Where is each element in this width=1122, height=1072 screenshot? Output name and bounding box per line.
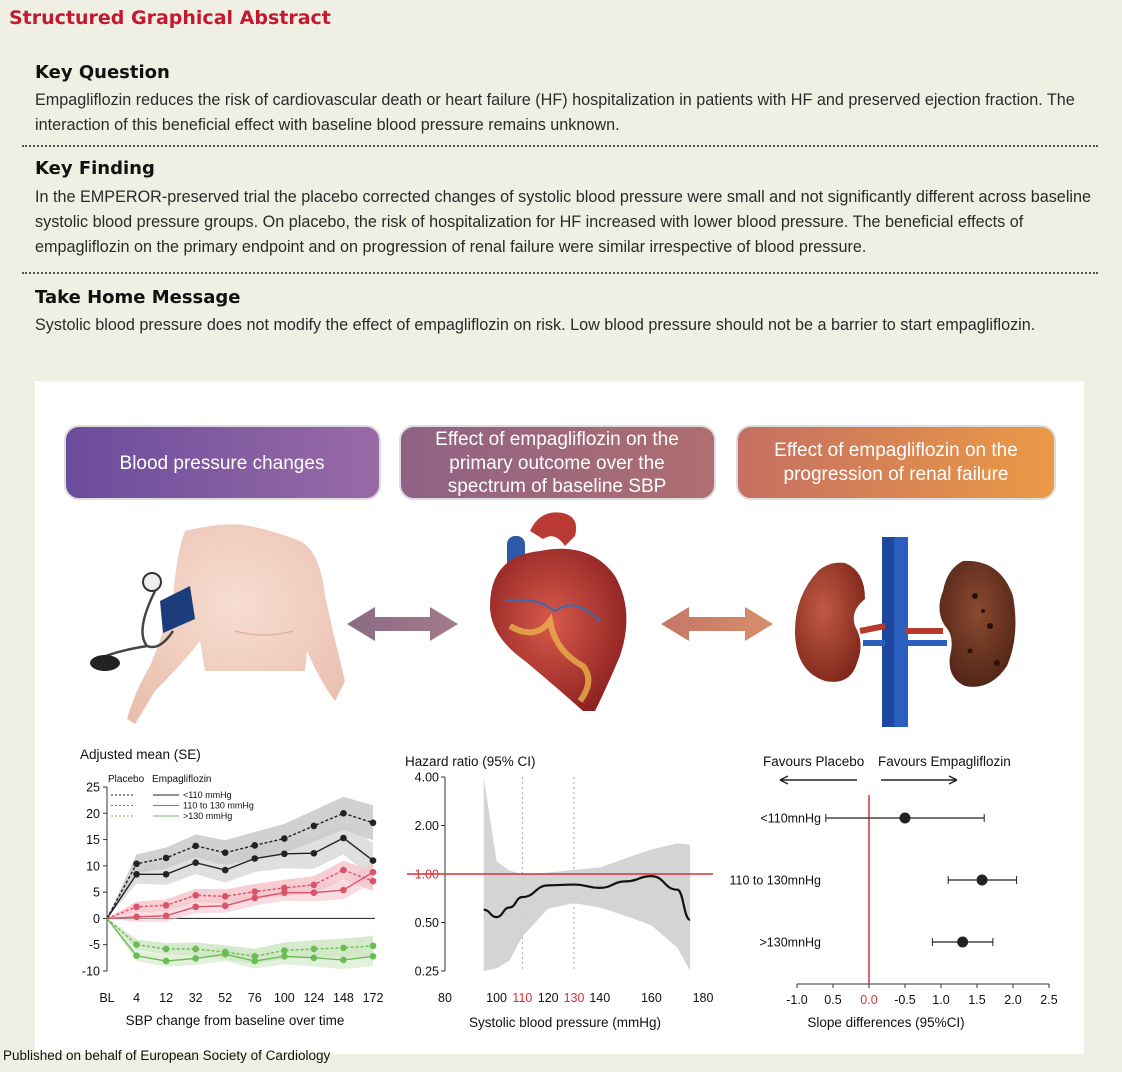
chart-slope-differences [730,754,1058,1030]
chart1-point [163,913,170,920]
chart3-xtick-label: 1.5 [968,993,986,1007]
chart1-point [281,953,288,960]
chart1-ytick-label: 5 [93,885,100,900]
chart1-point [281,947,288,954]
page-title: Structured Graphical Abstract [9,7,331,29]
chart1-point [340,810,347,817]
chart1-ytick-label: -5 [88,938,100,953]
chart1-point [192,946,199,953]
chart2-xtick-label: 100 [486,991,508,1005]
box-primary-outcome-line-3: spectrum of baseline SBP [447,476,667,497]
chart3-category-label: >130mnHg [759,935,821,950]
chart1-xtick-label: 100 [273,991,295,1005]
chart3-point [900,813,911,824]
divider [22,272,1098,274]
key-finding-heading: Key Finding [35,158,155,179]
chart1-point [192,843,199,850]
box-renal-failure-line-2: progression of renal failure [783,464,1009,485]
chart1-point [133,914,140,921]
chart3-favours-empagliflozin: Favours Empagliflozin [878,754,1011,769]
chart1-point [251,958,258,965]
chart1-point [251,855,258,862]
chart1-point [311,823,318,830]
chart1-point [192,859,199,866]
chart1-ytick-label: 25 [86,780,100,795]
chart1-legend-label: 110 to 130 mmHg [183,800,254,811]
chart1-legend-label: >130 mmHg [183,811,233,821]
chart1-point [370,857,377,864]
chart1-point [222,893,229,900]
chart1-legend-label: <110 mmHg [183,790,232,800]
chart1-point [370,869,377,876]
chart3-point [977,875,988,886]
chart1-point [340,957,347,964]
chart3-category-label: <110mnHg [760,811,821,826]
chart2-xtick-label: 110 [512,991,533,1005]
chart1-point [133,952,140,959]
chart1-xtick-label: 4 [133,991,141,1005]
chart1-xtick-label: 12 [159,991,174,1005]
kidneys-illustration [795,537,1015,727]
chart1-point [281,889,288,896]
chart1-xlabel: SBP change from baseline over time [125,1013,345,1028]
chart1-xtick-label: 52 [218,991,233,1005]
chart1-point [370,878,377,885]
chart3-xtick-label: 2.5 [1040,993,1058,1007]
chart1-legend-empagliflozin: Empagliflozin [152,774,212,785]
chart1-point [163,958,170,965]
chart3-xlabel: Slope differences (95%CI) [807,1015,965,1030]
chart3-xtick-label: 0.5 [824,993,842,1007]
chart3-category-label: 110 to 130mnHg [729,873,821,888]
chart1-point [222,903,229,910]
box-primary-outcome-line-2: primary outcome over the [449,453,665,474]
chart3-xtick-label: 0.0 [860,993,878,1007]
chart-hazard-ratio [405,754,713,1030]
chart1-point [281,850,288,857]
chart1-ytick-label: 10 [86,859,100,874]
chart1-point [163,871,170,878]
chart1-xtick-label: 124 [303,991,325,1005]
chart1-point [222,951,229,958]
box-renal-failure-line-1: Effect of empagliflozin on the [774,440,1018,461]
chart1-point [251,895,258,902]
chart3-xtick-label: 1.0 [932,993,950,1007]
chart1-ytick-label: 15 [86,833,100,848]
chart2-xtick-label: 120 [537,991,559,1005]
chart1-point [370,953,377,960]
chart1-point [370,819,377,826]
chart1-xtick-label: 32 [188,991,203,1005]
chart2-ytick-label: 2.00 [414,819,439,833]
chart1-point [311,946,318,953]
chart1-point [163,855,170,862]
chart2-ytick-label: 0.25 [414,964,439,979]
graphical-abstract-panel [35,381,1084,1054]
take-home-heading: Take Home Message [35,287,241,308]
divider [22,145,1098,147]
chart2-xlabel: Systolic blood pressure (mmHg) [468,1015,662,1030]
chart2-xtick-label: 80 [438,991,452,1005]
chart1-xtick-label: BL [99,991,115,1005]
chart3-xtick-label: 2.0 [1004,993,1022,1007]
figure-canvas [35,381,1084,1054]
chart1-point [163,946,170,953]
chart1-title: Adjusted mean (SE) [80,747,201,762]
key-finding-text: In the EMPEROR-preserved trial the placebo corrected changes of systolic blood pressure were small and not significantly different across baseline systolic blood pressure groups. On placebo, the risk of hospitalization for HF increased with lower blood pressure. The beneficial effects of empagliflozin on the primary endpoint and on progression of renal failure were similar irrespective of blood pressure. [35,188,1092,256]
chart1-point [311,881,318,888]
chart2-xtick-label: 180 [692,991,714,1005]
chart1-point [222,849,229,856]
chart1-ytick-label: 20 [86,806,100,821]
chart1-point [311,955,318,962]
chart2-xtick-label: 160 [640,991,662,1005]
chart1-point [311,889,318,896]
box-primary-outcome [400,426,715,499]
chart2-ytick-label: 0.50 [414,916,439,930]
chart2-ytick-label: 1.00 [414,867,439,882]
chart1-point [251,842,258,849]
chart1-point [222,867,229,874]
chart1-point [192,955,199,962]
chart1-ytick-label: -10 [81,964,100,979]
chart1-point [133,871,140,878]
chart1-point [281,835,288,842]
chart1-point [340,835,347,842]
chart1-ytick-label: 0 [93,911,100,926]
chart1-legend-placebo: Placebo [108,774,145,785]
chart1-xtick-label: 172 [362,991,384,1005]
chart-bp-change [80,747,383,1028]
chart2-ytick-label: 4.00 [414,770,439,785]
take-home-text: Systolic blood pressure does not modify the effect of empagliflozin on risk. Low blood pressure should not be a barrier to start empagliflozin. [35,316,1036,334]
box-blood-pressure-line-1: Blood pressure changes [119,453,325,474]
chart1-point [163,902,170,909]
chart3-favours-placebo: Favours Placebo [763,754,865,769]
box-blood-pressure [65,426,380,499]
chart1-xtick-label: 148 [333,991,354,1005]
footer-text: Published on behalf of European Society of Cardiology [3,1048,331,1063]
chart1-xtick-label: 76 [247,991,262,1005]
chart1-point [370,942,377,949]
key-question-text: Empagliflozin reduces the risk of cardiovascular death or heart failure (HF) hospitalization in patients with HF and preserved ejection fraction. The interaction of this beneficial effect with baseline blood pressure remains unknown. [35,91,1075,134]
heart-illustration [490,512,626,711]
chart1-point [340,887,347,894]
chart1-point [192,904,199,911]
arrow-right-icon [881,776,957,784]
chart1-point [133,941,140,948]
chart2-xtick-label: 140 [589,991,611,1005]
chart1-point [133,860,140,867]
arrow-left-icon [780,776,857,784]
chart1-point [192,892,199,899]
chart1-point [311,850,318,857]
chart2-xtick-label: 130 [563,991,585,1005]
chart1-point [251,888,258,895]
key-question-heading: Key Question [35,62,170,83]
chart3-point [957,937,968,948]
chart2-title: Hazard ratio (95% CI) [405,754,536,769]
chart1-point [340,945,347,952]
double-arrow-left-icon [347,607,458,641]
torso-bp-cuff-illustration [90,524,345,724]
chart3-xtick-label: -0.5 [894,993,916,1007]
box-renal-failure [737,426,1055,499]
chart1-point [340,867,347,874]
box-primary-outcome-line-1: Effect of empagliflozin on the [435,429,679,450]
chart3-xtick-label: -1.0 [786,993,808,1007]
chart1-point [133,904,140,911]
double-arrow-right-icon [661,607,773,641]
